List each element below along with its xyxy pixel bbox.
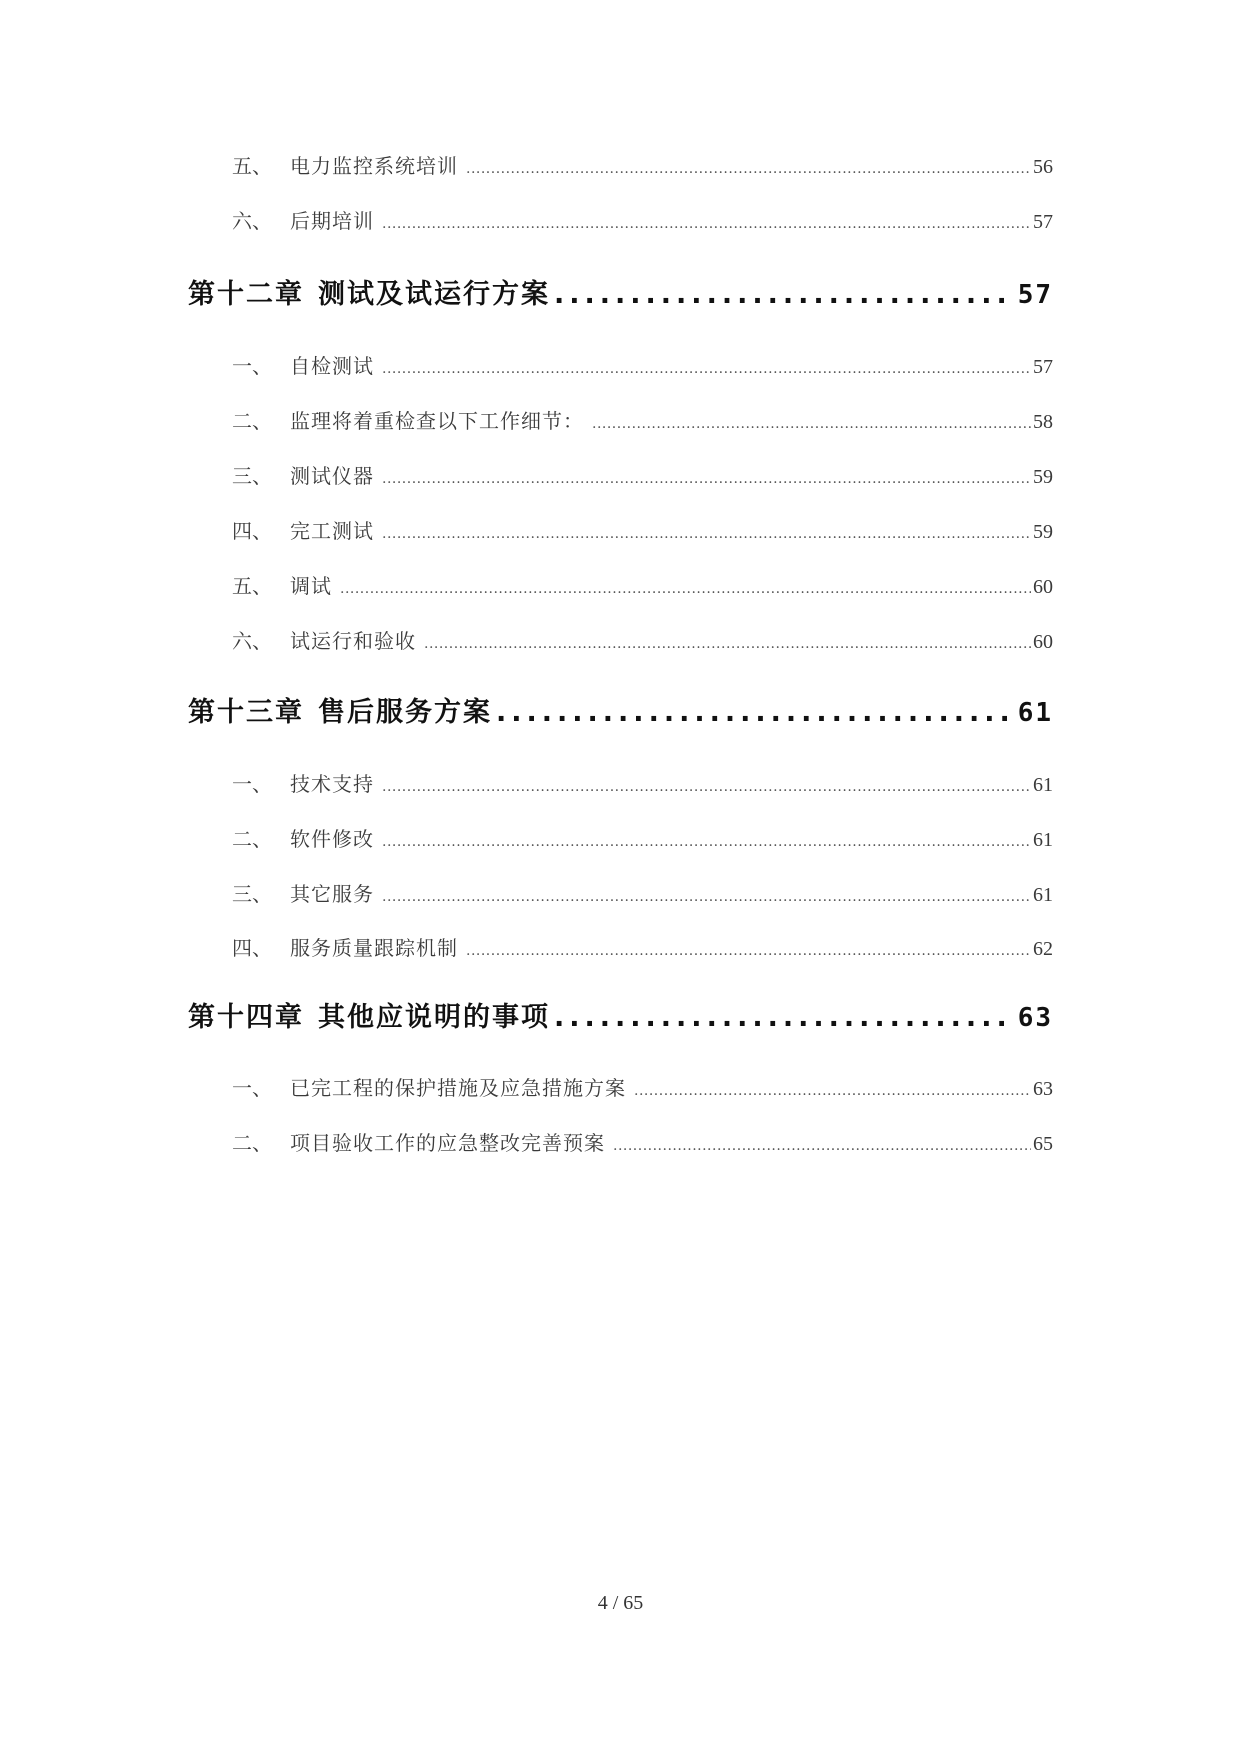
- toc-entry-title: 服务质量跟踪机制: [290, 936, 458, 960]
- toc-entry-page: 60: [1033, 576, 1053, 598]
- chapter-page: 57: [1017, 280, 1053, 310]
- toc-dot-leader: [592, 416, 1031, 432]
- toc-dot-leader: [382, 526, 1031, 542]
- toc-dot-leader: [466, 161, 1031, 177]
- toc-entry-page: 60: [1033, 631, 1053, 653]
- toc-entry[interactable]: [232, 570, 1053, 604]
- toc-entry-page: 61: [1033, 774, 1053, 796]
- toc-entry-title: 自检测试: [290, 354, 374, 378]
- toc-entry-number: 一、: [232, 354, 272, 378]
- toc-entry-page: 56: [1033, 156, 1053, 178]
- toc-entry-page: 57: [1033, 356, 1053, 378]
- toc-dot-leader: [382, 779, 1031, 795]
- toc-entry-page: 61: [1033, 884, 1053, 906]
- toc-chapter-13[interactable]: [188, 690, 1053, 734]
- toc-entry-title: 试运行和验收: [290, 629, 416, 653]
- toc-entry-number: 五、: [232, 574, 272, 598]
- toc-entry-page: 63: [1033, 1078, 1053, 1100]
- toc-dot-leader: [382, 889, 1031, 905]
- toc-entry-page: 62: [1033, 938, 1053, 960]
- toc-entry-number: 三、: [232, 464, 272, 488]
- toc-entry[interactable]: [232, 1072, 1053, 1106]
- toc-entry[interactable]: [232, 932, 1053, 966]
- toc-entry-number: 一、: [232, 1076, 272, 1100]
- toc-entry[interactable]: [232, 205, 1053, 239]
- toc-entry-title: 调试: [290, 574, 332, 598]
- toc-dot-leader: [424, 636, 1031, 652]
- toc-entry[interactable]: [232, 150, 1053, 184]
- toc-entry-page: 59: [1033, 466, 1053, 488]
- toc-entry-number: 三、: [232, 882, 272, 906]
- toc-entry-number: 六、: [232, 209, 272, 233]
- toc-entry-page: 57: [1033, 211, 1053, 233]
- toc-dot-leader: [382, 361, 1031, 377]
- toc-entry-title: 监理将着重检查以下工作细节：: [290, 409, 584, 433]
- toc-dot-leader: [554, 1002, 1012, 1033]
- chapter-page: 63: [1017, 1003, 1053, 1033]
- toc-chapter-14[interactable]: [188, 995, 1053, 1039]
- toc-entry[interactable]: [232, 823, 1053, 857]
- toc-entry-page: 65: [1033, 1133, 1053, 1155]
- toc-entry-title: 电力监控系统培训: [290, 154, 458, 178]
- toc-entry-title: 技术支持: [290, 772, 374, 796]
- chapter-label: 第十三章: [188, 697, 304, 728]
- toc-entry-number: 二、: [232, 409, 272, 433]
- toc-entry[interactable]: [232, 625, 1053, 659]
- chapter-title: 售后服务方案: [318, 697, 492, 728]
- toc-dot-leader: [382, 216, 1031, 232]
- chapter-label: 第十二章: [188, 279, 304, 310]
- toc-entry-page: 58: [1033, 411, 1053, 433]
- toc-entry-number: 二、: [232, 827, 272, 851]
- page-number-footer: 4 / 65: [597, 1592, 644, 1614]
- toc-entry-number: 五、: [232, 154, 272, 178]
- toc-entry-number: 四、: [232, 519, 272, 543]
- chapter-label: 第十四章: [188, 1002, 304, 1033]
- toc-entry-number: 四、: [232, 936, 272, 960]
- toc-entry[interactable]: [232, 1127, 1053, 1161]
- toc-entry[interactable]: [232, 515, 1053, 549]
- toc-entry-page: 59: [1033, 521, 1053, 543]
- toc-entry-title: 软件修改: [290, 827, 374, 851]
- toc-entry-title: 已完工程的保护措施及应急措施方案: [290, 1076, 626, 1100]
- toc-entry-title: 测试仪器: [290, 464, 374, 488]
- chapter-title: 测试及试运行方案: [318, 279, 550, 310]
- toc-dot-leader: [554, 279, 1012, 310]
- toc-entry-number: 六、: [232, 629, 272, 653]
- toc-entry-title: 项目验收工作的应急整改完善预案: [290, 1131, 605, 1155]
- toc-entry-title: 其它服务: [290, 882, 374, 906]
- toc-entry[interactable]: [232, 405, 1053, 439]
- chapter-title: 其他应说明的事项: [318, 1002, 550, 1033]
- toc-entry[interactable]: [232, 768, 1053, 802]
- toc-dot-leader: [496, 697, 1012, 728]
- toc-entry[interactable]: [232, 350, 1053, 384]
- toc-entry-number: 二、: [232, 1131, 272, 1155]
- toc-dot-leader: [340, 581, 1031, 597]
- toc-dot-leader: [382, 471, 1031, 487]
- toc-dot-leader: [382, 834, 1031, 850]
- toc-dot-leader: [634, 1083, 1031, 1099]
- toc-entry-page: 61: [1033, 829, 1053, 851]
- chapter-page: 61: [1017, 698, 1053, 728]
- toc-entry[interactable]: [232, 460, 1053, 494]
- toc-entry[interactable]: [232, 878, 1053, 912]
- toc-entry-number: 一、: [232, 772, 272, 796]
- toc-dot-leader: [466, 943, 1031, 959]
- toc-entry-title: 后期培训: [290, 209, 374, 233]
- toc-entry-title: 完工测试: [290, 519, 374, 543]
- toc-dot-leader: [613, 1138, 1031, 1154]
- toc-chapter-12[interactable]: [188, 272, 1053, 316]
